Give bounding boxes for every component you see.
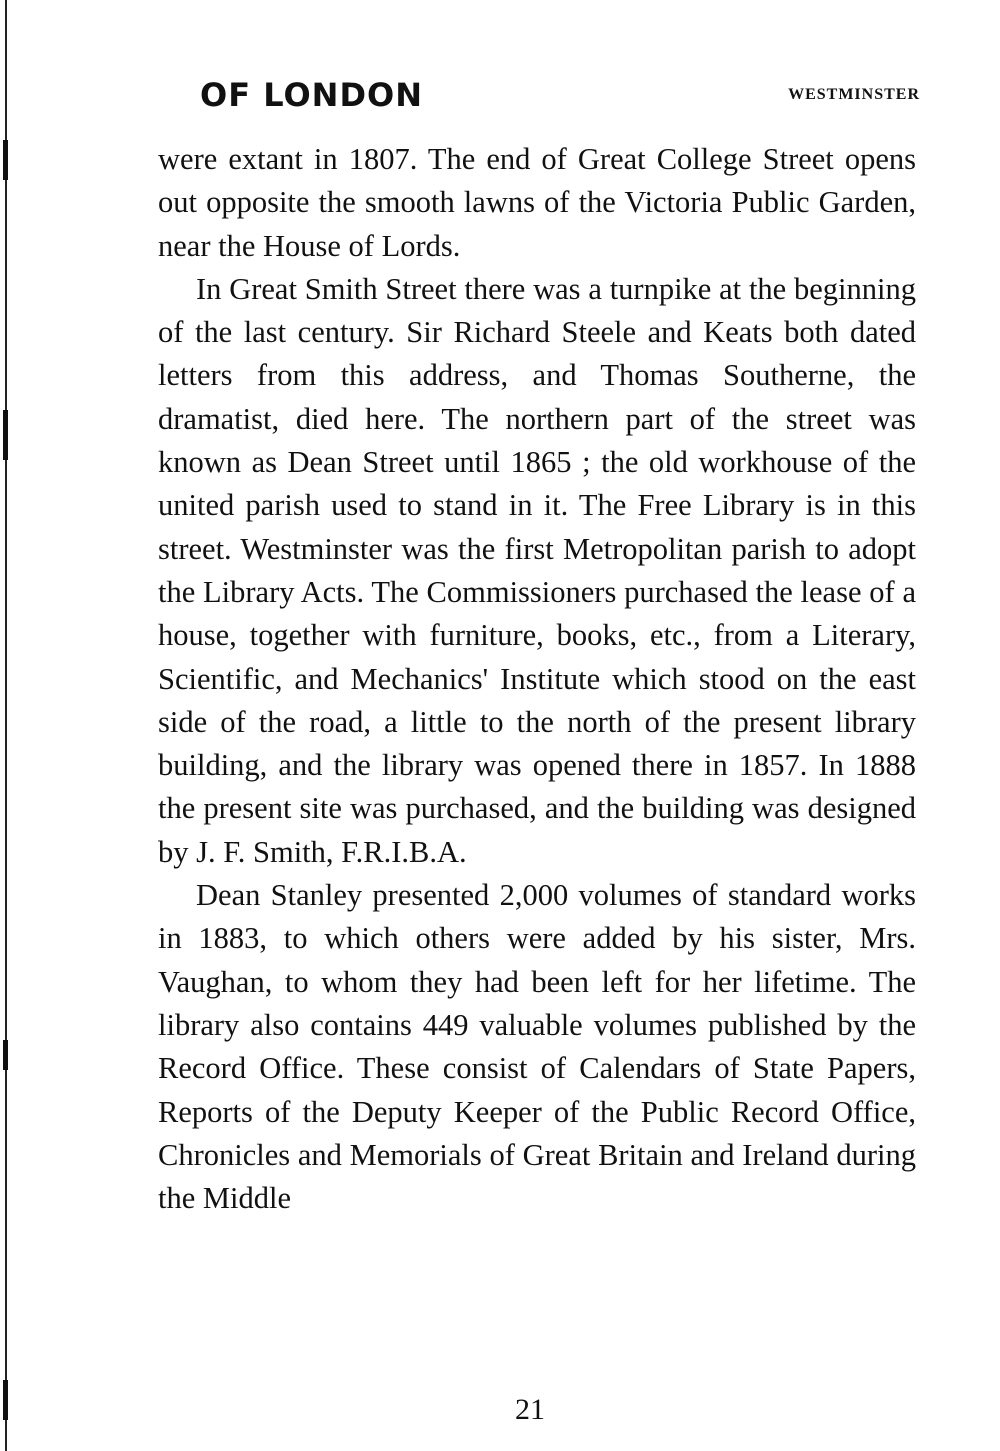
page-number: 21 <box>515 1393 545 1426</box>
paragraph-dean-stanley: Dean Stanley presented 2,000 volumes of standard works in 1883, to which others were added by his sister, Mrs. Vaughan, to whom they had been left for her lifetime. The library also contains 449 valuable volumes published by the Record Office. These consist of Calendars of State Papers, Reports of the Deputy Keeper of the Public Record Office, Chronicles and Memorials of Great Britain and Ireland during the Middle <box>158 878 916 1216</box>
page-gutter-line <box>5 0 7 1451</box>
gutter-mark <box>3 410 8 460</box>
gutter-mark <box>3 140 8 180</box>
paragraph-continuation: were extant in 1807. The end of Great College Street opens out opposite the smooth lawns of the Victoria Public Garden, near the House of Lords. <box>158 142 916 263</box>
running-header <box>200 68 920 118</box>
body-text <box>158 138 916 1220</box>
gutter-mark <box>3 1040 8 1070</box>
header-section: WESTMINSTER <box>788 86 920 103</box>
header-title: OF LONDON <box>200 76 423 114</box>
paragraph-great-smith-street: In Great Smith Street there was a turnpike at the beginning of the last century. Sir Richard Steele and Keats both dated letters from this address, and Thomas Southerne, the dramatist, died here. The northern part of the street was known as Dean Street until 1865 ; the old workhouse of the united parish used to stand in it. The Free Library is in this street. Westminster was the first Metropolitan parish to adopt the Library Acts. The Commissioners purchased the lease of a house, together with furniture, books, etc., from a Literary, Scientific, and Mechanics' Institute which stood on the east side of the road, a little to the north of the present library building, and the library was opened there in 1857. In 1888 the present site was purchased, and the building was designed by J. F. Smith, F.R.I.B.A. <box>158 271 916 869</box>
